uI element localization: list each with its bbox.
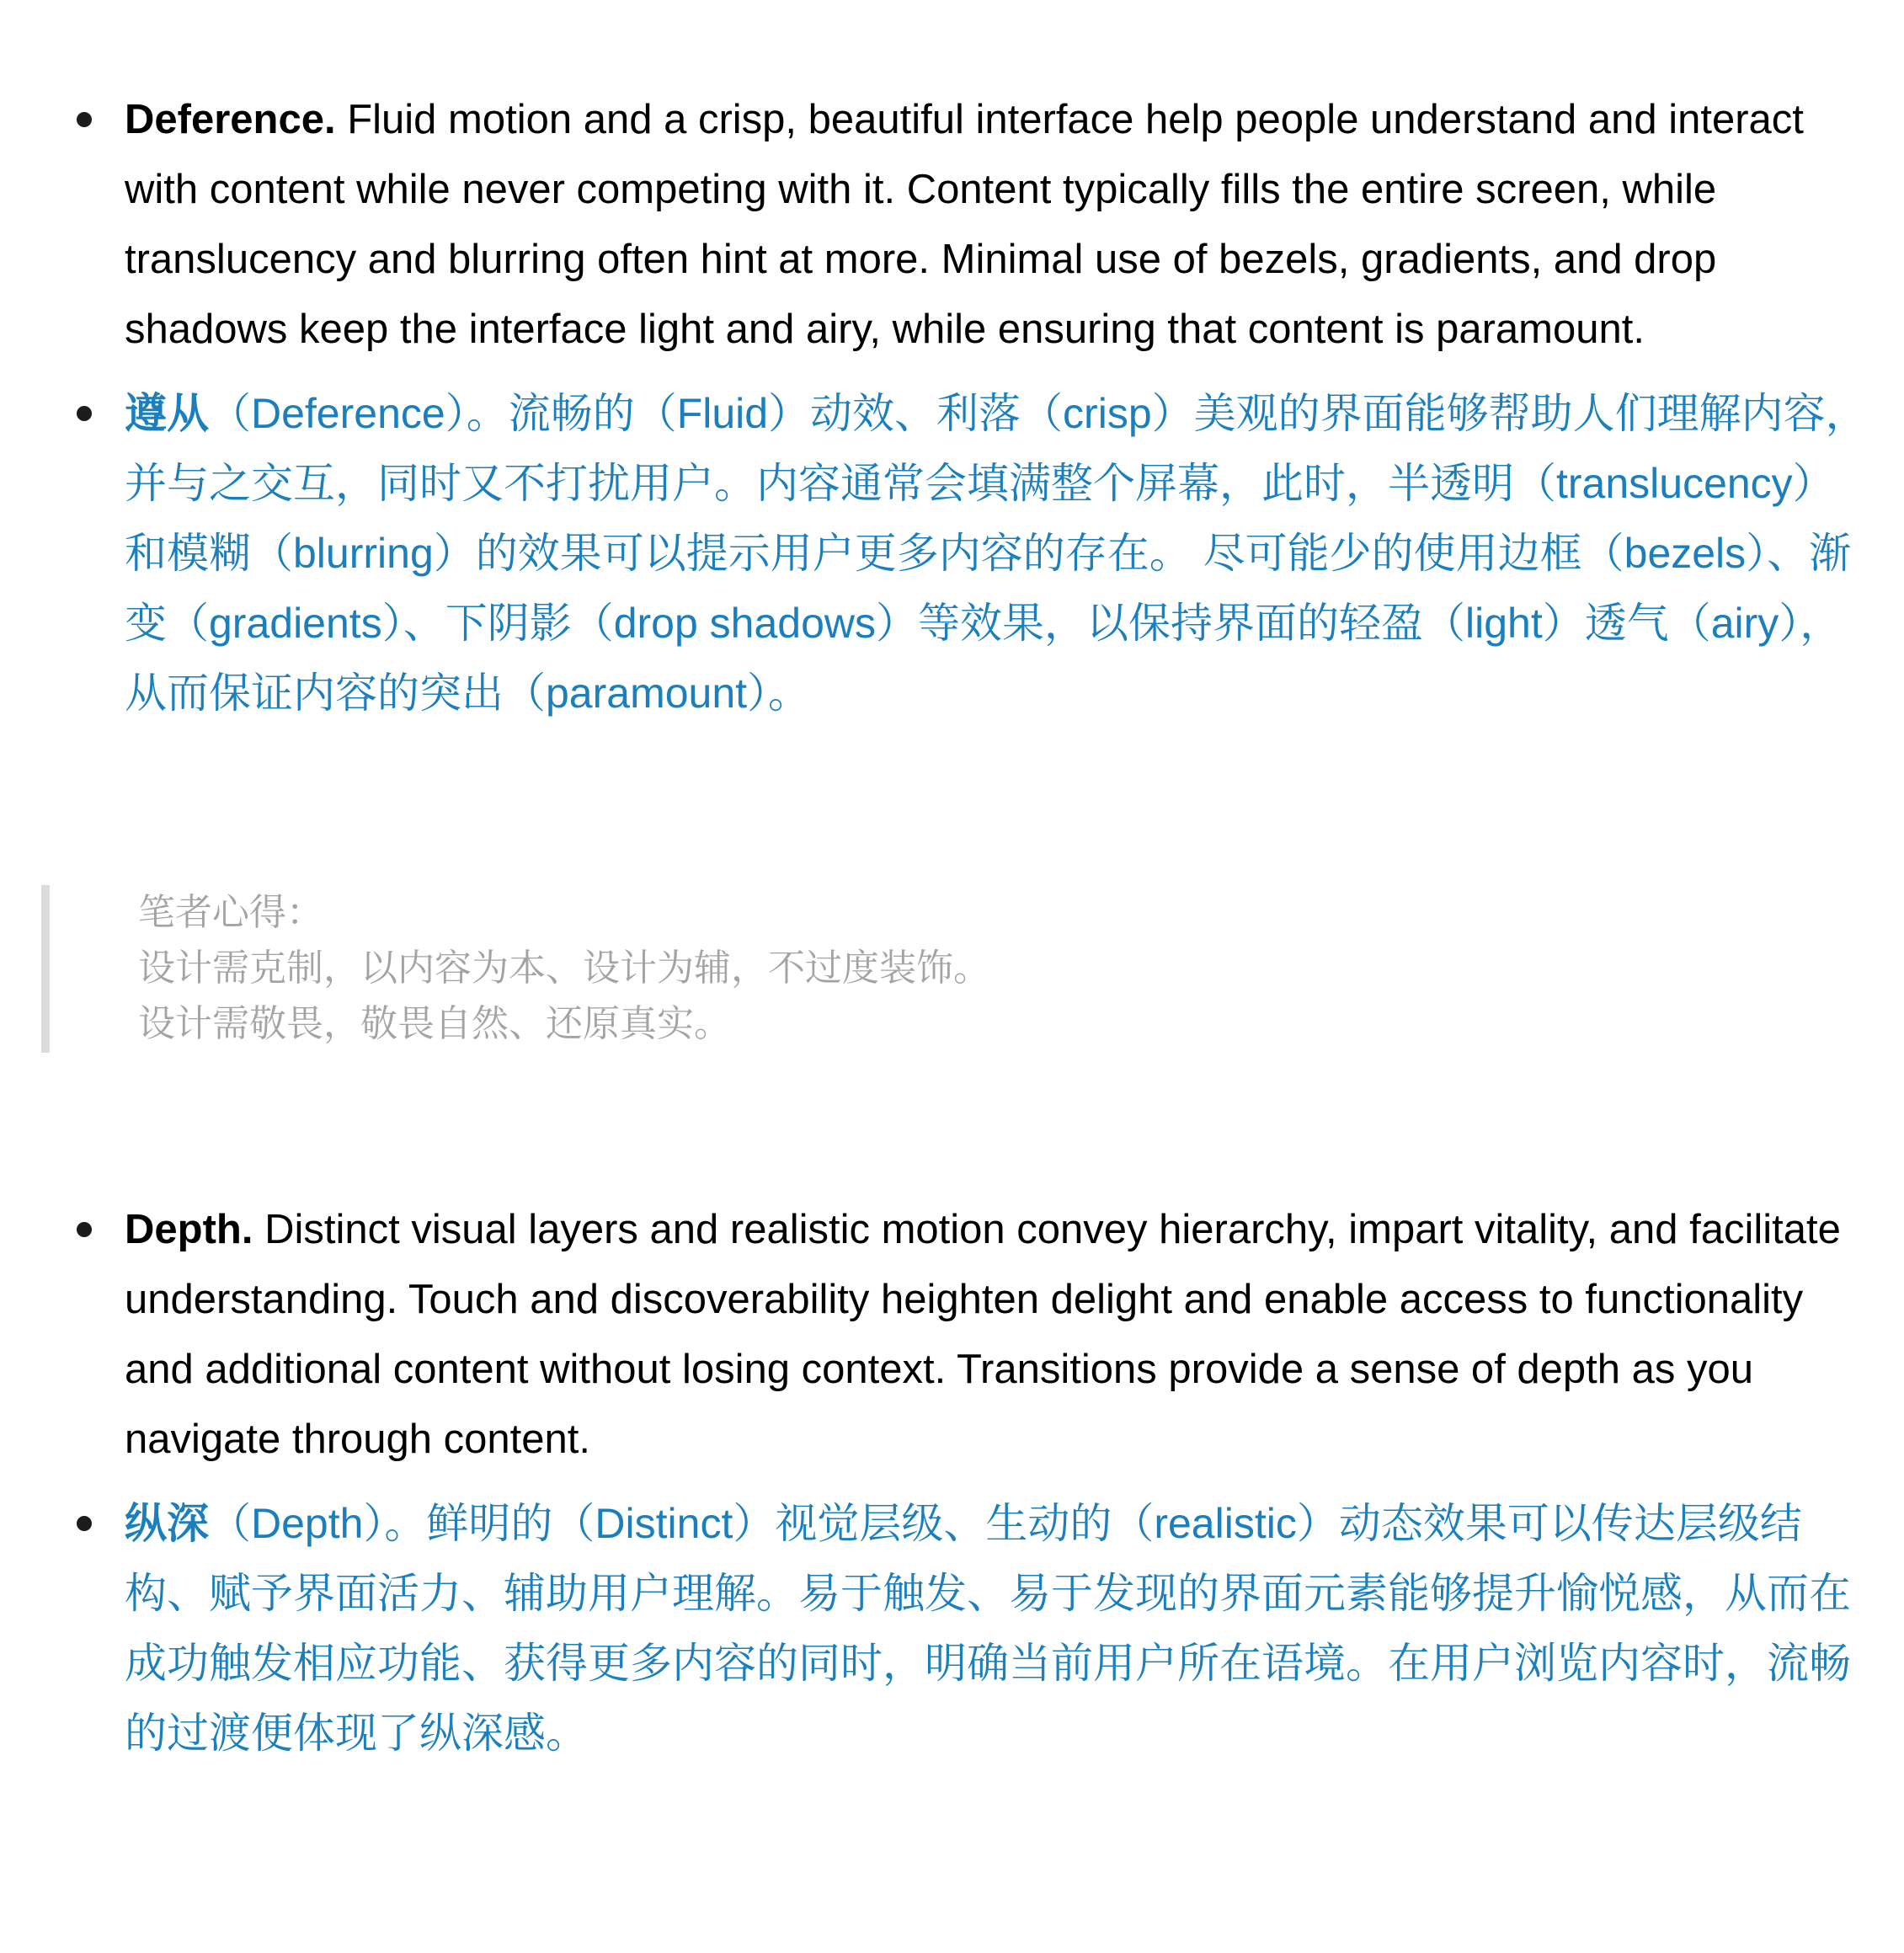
list-item-depth-en bbox=[125, 1195, 1874, 1475]
bullet-icon bbox=[77, 1516, 92, 1531]
description-deference-zh: （Deference）。流畅的（Fluid）动效、利落（crisp）美观的界面能够帮助人们理解内容，并与之交互，同时又不打扰用户。内容通常会填满整个屏幕，此时，半透明（translucency）和模糊（blurring）的效果可以提示用户更多内容的存在。 尽可能少的使用边框（bezels）、渐变（gradients）、下阴影（drop shadows）等效果，以保持界面的轻盈（light）透气（airy），从而保证内容的突出（paramount）。 bbox=[125, 390, 1868, 717]
term-deference: Deference. bbox=[125, 97, 336, 142]
author-notes-quote bbox=[41, 885, 1389, 1053]
term-depth: Depth. bbox=[125, 1207, 253, 1252]
term-depth-zh: 纵深 bbox=[125, 1500, 209, 1547]
description-depth: Distinct visual layers and realistic motion convey hierarchy, impart vitality, and facilitate understanding. Touch and discoverability heighten delight and enable access to functionality and additional content without losing context. Transitions provide a sense of depth as you navigate through content. bbox=[125, 1207, 1841, 1462]
principle-list-deference bbox=[0, 85, 1874, 728]
list-item-deference-zh bbox=[125, 379, 1874, 728]
quote-line: 设计需敬畏，敬畏自然、还原真实。 bbox=[138, 1003, 731, 1044]
list-item-deference-en bbox=[125, 85, 1874, 365]
term-deference-zh: 遵从 bbox=[125, 390, 209, 437]
quote-title: 笔者心得： bbox=[138, 892, 323, 933]
list-item-depth-zh bbox=[125, 1489, 1874, 1769]
quote-line: 设计需克制，以内容为本、设计为辅，不过度装饰。 bbox=[138, 947, 990, 989]
bullet-icon bbox=[77, 112, 92, 127]
principle-list-depth bbox=[0, 1195, 1874, 1769]
bullet-icon bbox=[77, 1222, 92, 1237]
description-depth-zh: （Depth）。鲜明的（Distinct）视觉层级、生动的（realistic）动态效果可以传达层级结构、赋予界面活力、辅助用户理解。易于触发、易于发现的界面元素能够提升愉悦感，从而在成功触发相应功能、获得更多内容的同时，明确当前用户所在语境。在用户浏览内容时，流畅的过渡便体现了纵深感。 bbox=[125, 1500, 1851, 1757]
description-deference: Fluid motion and a crisp, beautiful interface help people understand and interact with content while never competing with it. Content typically fills the entire screen, while translucency and blurring often hint at more. Minimal use of bezels, gradients, and drop shadows keep the interface light and airy, while ensuring that content is paramount. bbox=[125, 97, 1804, 352]
bullet-icon bbox=[77, 406, 92, 421]
